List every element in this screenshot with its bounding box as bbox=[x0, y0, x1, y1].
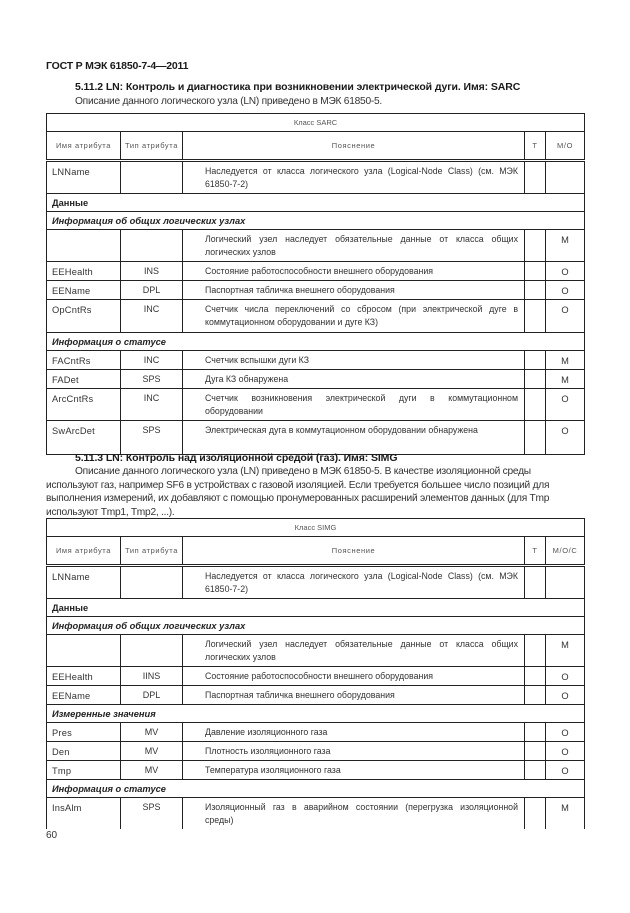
attr-explanation bbox=[183, 635, 525, 667]
table-row bbox=[47, 667, 585, 686]
attr-type: DPL bbox=[121, 281, 183, 300]
section-description-sarc: Описание данного логического узла (LN) приведено в МЭК 61850-5. bbox=[75, 96, 383, 107]
attr-type bbox=[121, 635, 183, 667]
attr-mo: O bbox=[546, 686, 585, 705]
explanation-text: Паспортная табличка внешнего оборудования bbox=[205, 690, 395, 700]
attr-name: InsAlm bbox=[47, 798, 121, 830]
attr-explanation bbox=[183, 798, 525, 830]
attr-t bbox=[525, 761, 546, 780]
attr-explanation bbox=[183, 742, 525, 761]
explanation-text: Давление изоляционного газа bbox=[205, 727, 328, 737]
table-row bbox=[47, 798, 585, 830]
explanation-text: Электрическая дуга в коммутационном оборудовании обнаружена bbox=[205, 425, 478, 435]
attr-name bbox=[47, 230, 121, 262]
table-class-label: Класс SIMG bbox=[47, 519, 585, 537]
attr-type: DPL bbox=[121, 686, 183, 705]
explanation-text: Плотность изоляционного газа bbox=[205, 746, 331, 756]
attr-name: EEHealth bbox=[47, 262, 121, 281]
column-header-t: T bbox=[525, 537, 546, 566]
attr-t bbox=[525, 389, 546, 421]
attr-explanation bbox=[183, 421, 525, 455]
attr-explanation bbox=[183, 566, 525, 599]
group-header: Данные bbox=[47, 194, 585, 212]
attr-t bbox=[525, 566, 546, 599]
attr-type bbox=[121, 161, 183, 194]
attr-mo: M bbox=[546, 370, 585, 389]
explanation-text: Счетчик вспышки дуги КЗ bbox=[205, 355, 310, 365]
attr-mo: O bbox=[546, 761, 585, 780]
table-row bbox=[47, 230, 585, 262]
table-row bbox=[47, 421, 585, 455]
explanation-text: Счетчик возникновения электрической дуги в коммутационном оборудовании bbox=[205, 393, 518, 416]
attr-name: LNName bbox=[47, 566, 121, 599]
attr-mo: O bbox=[546, 389, 585, 421]
attr-mo: O bbox=[546, 742, 585, 761]
table-row bbox=[47, 389, 585, 421]
attr-t bbox=[525, 370, 546, 389]
attr-mo: O bbox=[546, 421, 585, 455]
attr-explanation bbox=[183, 230, 525, 262]
column-header-mo: M/O/C bbox=[546, 537, 585, 566]
attr-type: SPS bbox=[121, 798, 183, 830]
attr-t bbox=[525, 281, 546, 300]
column-header-attr-name: Имя атрибута bbox=[47, 132, 121, 161]
column-header-attr-type: Тип атрибута bbox=[121, 537, 183, 566]
table-row bbox=[47, 686, 585, 705]
attr-t bbox=[525, 723, 546, 742]
attr-type: INC bbox=[121, 300, 183, 333]
section-description-simg: Описание данного логического узла (LN) приведено в МЭК 61850-5. В качестве изоляционной среды используют газ, например SF6 в устройствах с газовой изоляцией. Если требуется большее число позиций для выполнения измерений, их добавляют с помощью пронумерованных расширений элементов данных (для Tmp используют Tmp1, Tmp2, ...). bbox=[46, 466, 550, 518]
attr-mo: O bbox=[546, 281, 585, 300]
attr-explanation bbox=[183, 300, 525, 333]
explanation-text: Наследуется от класса логического узла (Logical-Node Class) (см. МЭК 61850-7-2) bbox=[205, 166, 518, 189]
attr-type: MV bbox=[121, 761, 183, 780]
attr-t bbox=[525, 421, 546, 455]
explanation-text: Паспортная табличка внешнего оборудования bbox=[205, 285, 395, 295]
attr-mo: O bbox=[546, 667, 585, 686]
explanation-text: Состояние работоспособности внешнего оборудования bbox=[205, 671, 434, 681]
attr-mo: M bbox=[546, 230, 585, 262]
attr-name: EEName bbox=[47, 686, 121, 705]
column-header-explanation: Пояснение bbox=[183, 537, 525, 566]
attr-name: Tmp bbox=[47, 761, 121, 780]
attr-type: SPS bbox=[121, 370, 183, 389]
attr-type: INC bbox=[121, 351, 183, 370]
section-title-simg: 5.11.3 LN: Контроль над изоляционной средой (газ). Имя: SIMG bbox=[75, 452, 398, 464]
attr-name: Den bbox=[47, 742, 121, 761]
attr-name: FACntRs bbox=[47, 351, 121, 370]
attr-mo: M bbox=[546, 351, 585, 370]
attr-mo bbox=[546, 161, 585, 194]
section-title-sarc: 5.11.2 LN: Контроль и диагностика при возникновении электрической дуги. Имя: SARC bbox=[75, 81, 521, 93]
attr-t bbox=[525, 351, 546, 370]
attr-name: ArcCntRs bbox=[47, 389, 121, 421]
attr-mo: O bbox=[546, 300, 585, 333]
subgroup-header: Информация об общих логических узлах bbox=[47, 212, 585, 230]
explanation-text: Логический узел наследует обязательные данные от класса общих логических узлов bbox=[205, 639, 518, 662]
explanation-text: Счетчик числа переключений со сбросом (при электрической дуге в коммутационном оборудовании и дуге КЗ) bbox=[205, 304, 518, 327]
attr-t bbox=[525, 667, 546, 686]
attr-name: Pres bbox=[47, 723, 121, 742]
attr-type: MV bbox=[121, 742, 183, 761]
attr-type: INC bbox=[121, 389, 183, 421]
table-row bbox=[47, 566, 585, 599]
attr-t bbox=[525, 635, 546, 667]
column-header-attr-type: Тип атрибута bbox=[121, 132, 183, 161]
explanation-text: Изоляционный газ в аварийном состоянии (перегрузка изоляционной среды) bbox=[205, 802, 518, 825]
attr-t bbox=[525, 300, 546, 333]
table-row bbox=[47, 351, 585, 370]
attr-type bbox=[121, 230, 183, 262]
attr-t bbox=[525, 686, 546, 705]
subgroup-header: Информация о статусе bbox=[47, 780, 585, 798]
table-simg bbox=[46, 518, 585, 829]
explanation-text: Дуга КЗ обнаружена bbox=[205, 374, 289, 384]
attr-mo: O bbox=[546, 262, 585, 281]
attr-explanation bbox=[183, 686, 525, 705]
attr-name bbox=[47, 635, 121, 667]
table-row bbox=[47, 262, 585, 281]
table-row bbox=[47, 370, 585, 389]
attr-name: OpCntRs bbox=[47, 300, 121, 333]
attr-t bbox=[525, 798, 546, 830]
page-number: 60 bbox=[46, 830, 58, 841]
attr-name: EEName bbox=[47, 281, 121, 300]
attr-mo: O bbox=[546, 723, 585, 742]
attr-explanation bbox=[183, 370, 525, 389]
explanation-text: Температура изоляционного газа bbox=[205, 765, 341, 775]
attr-name: EEHealth bbox=[47, 667, 121, 686]
attr-type: INS bbox=[121, 262, 183, 281]
table-row bbox=[47, 281, 585, 300]
attr-t bbox=[525, 230, 546, 262]
table-row bbox=[47, 161, 585, 194]
attr-type: MV bbox=[121, 723, 183, 742]
table-row bbox=[47, 635, 585, 667]
column-header-explanation: Пояснение bbox=[183, 132, 525, 161]
table-class-label: Класс SARC bbox=[47, 114, 585, 132]
table-row bbox=[47, 300, 585, 333]
attr-explanation bbox=[183, 761, 525, 780]
group-header: Данные bbox=[47, 599, 585, 617]
attr-t bbox=[525, 262, 546, 281]
attr-mo: M bbox=[546, 798, 585, 830]
column-header-attr-name: Имя атрибута bbox=[47, 537, 121, 566]
column-header-mo: M/O bbox=[546, 132, 585, 161]
attr-name: LNName bbox=[47, 161, 121, 194]
attr-type: IINS bbox=[121, 667, 183, 686]
table-sarc bbox=[46, 113, 585, 455]
subgroup-header: Информация о статусе bbox=[47, 333, 585, 351]
subgroup-header: Информация об общих логических узлах bbox=[47, 617, 585, 635]
attr-type bbox=[121, 566, 183, 599]
explanation-text: Логический узел наследует обязательные данные от класса общих логических узлов bbox=[205, 234, 518, 257]
document-header: ГОСТ Р МЭК 61850-7-4—2011 bbox=[46, 60, 189, 72]
subgroup-header: Измеренные значения bbox=[47, 705, 585, 723]
attr-t bbox=[525, 161, 546, 194]
attr-explanation bbox=[183, 262, 525, 281]
attr-name: FADet bbox=[47, 370, 121, 389]
column-header-t: T bbox=[525, 132, 546, 161]
attr-explanation bbox=[183, 667, 525, 686]
attr-type: SPS bbox=[121, 421, 183, 455]
attr-mo: M bbox=[546, 635, 585, 667]
explanation-text: Состояние работоспособности внешнего оборудования bbox=[205, 266, 434, 276]
table-row bbox=[47, 742, 585, 761]
attr-explanation bbox=[183, 351, 525, 370]
attr-explanation bbox=[183, 281, 525, 300]
attr-mo bbox=[546, 566, 585, 599]
attr-t bbox=[525, 742, 546, 761]
attr-explanation bbox=[183, 723, 525, 742]
explanation-text: Наследуется от класса логического узла (Logical-Node Class) (см. МЭК 61850-7-2) bbox=[205, 571, 518, 594]
table-row bbox=[47, 723, 585, 742]
table-row bbox=[47, 761, 585, 780]
attr-explanation bbox=[183, 389, 525, 421]
attr-name: SwArcDet bbox=[47, 421, 121, 455]
attr-explanation bbox=[183, 161, 525, 194]
